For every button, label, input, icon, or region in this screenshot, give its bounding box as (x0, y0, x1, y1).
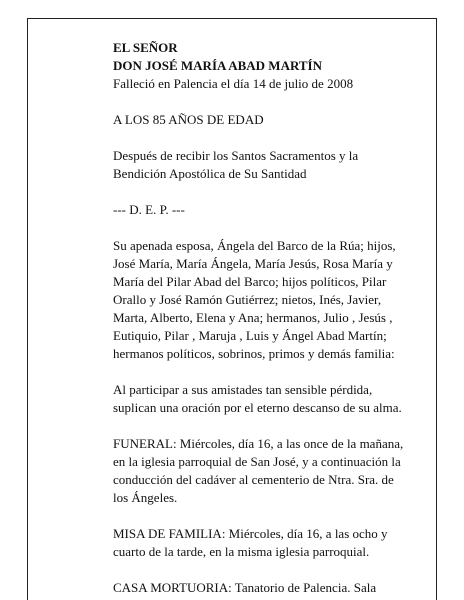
house-line: CASA MORTUORIA: Tanatorio de Palencia. Sala (113, 580, 377, 595)
funeral-line: FUNERAL: Miércoles, día 16, a las once de la mañana, (113, 436, 404, 451)
rip-line: --- D. E. P. --- (113, 202, 185, 217)
funeral-line: conducción del cadáver al cementerio de Ntra. Sra. de (113, 472, 394, 487)
mass-line: cuarto de la tarde, en la misma iglesia parroquial. (113, 544, 370, 559)
mass-line: MISA DE FAMILIA: Miércoles, día 16, a las ocho y (113, 526, 388, 541)
family-line: José María, María Ángela, María Jesús, Rosa María y (113, 256, 393, 271)
obituary-notice (113, 39, 413, 597)
request-line: suplican una oración por el eterno descanso de su alma. (113, 400, 402, 415)
family-line: Su apenada esposa, Ángela del Barco de la Rúa; hijos, (113, 238, 396, 253)
sacraments-line-2: Bendición Apostólica de Su Santidad (113, 166, 307, 181)
request-line: Al participar a sus amistades tan sensible pérdida, (113, 382, 373, 397)
funeral-line: en la iglesia parroquial de San José, y a continuación la (113, 454, 401, 469)
funeral-line: los Ángeles. (113, 490, 178, 505)
deceased-name: DON JOSÉ MARÍA ABAD MARTÍN (113, 58, 323, 73)
family-line: hermanos políticos, sobrinos, primos y demás familia: (113, 346, 395, 361)
death-date-line: Falleció en Palencia el día 14 de julio de 2008 (113, 76, 354, 91)
family-line: Orallo y José Ramón Gutiérrez; nietos, Inés, Javier, (113, 292, 382, 307)
family-line: Marta, Alberto, Elena y Ana; hermanos, Julio , Jesús , (113, 310, 393, 325)
sacraments-line-1: Después de recibir los Santos Sacramentos y la (113, 148, 359, 163)
age-line: A LOS 85 AÑOS DE EDAD (113, 112, 264, 127)
family-line: Eutiquio, Pilar , Maruja , Luis y Ángel Abad Martín; (113, 328, 387, 343)
title-line-1: EL SEÑOR (113, 40, 178, 55)
family-line: María del Pilar Abad del Barco; hijos políticos, Pilar (113, 274, 387, 289)
